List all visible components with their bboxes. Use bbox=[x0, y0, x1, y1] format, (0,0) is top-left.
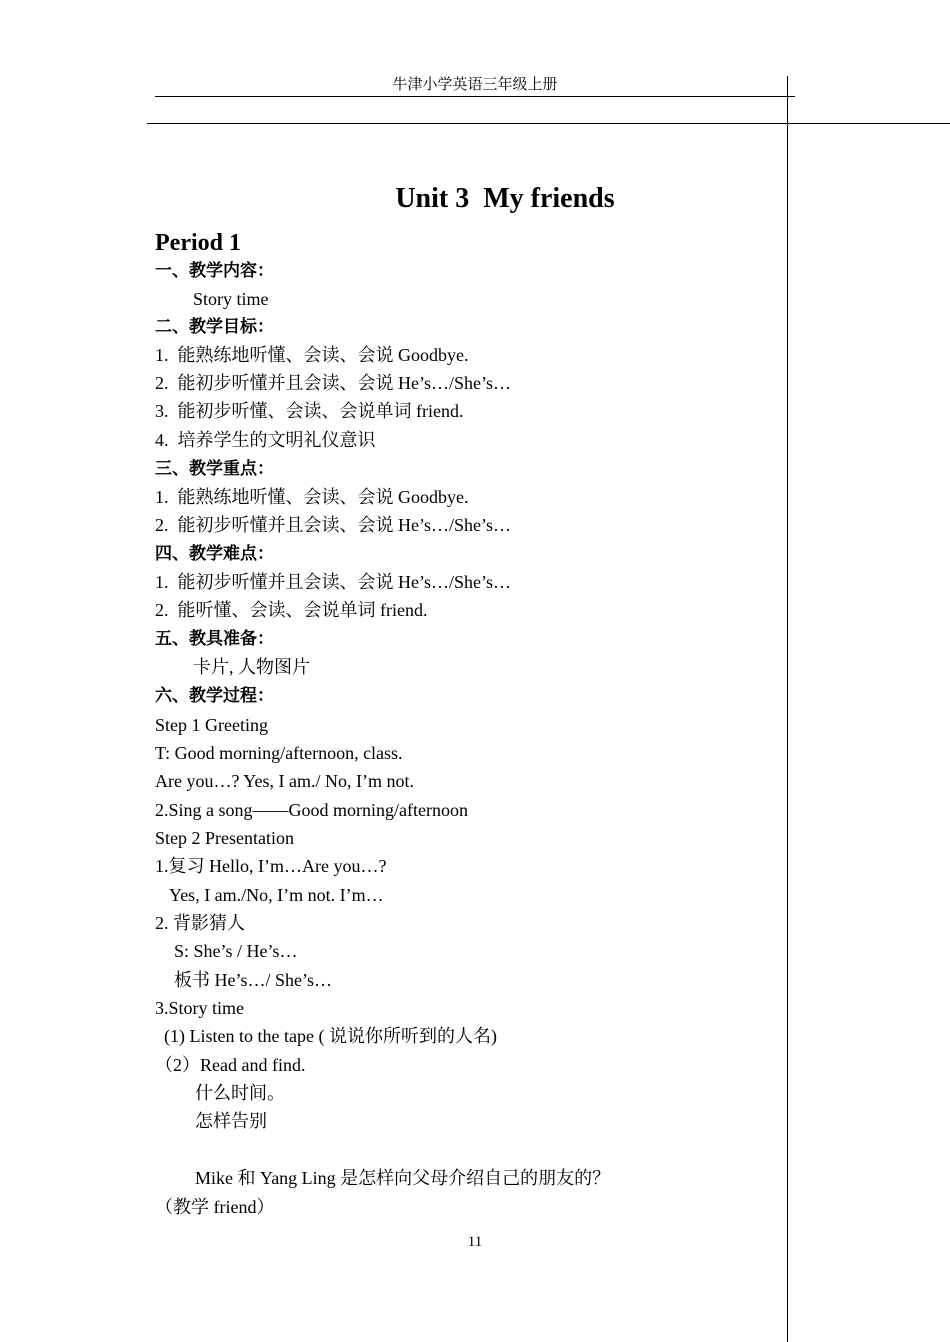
process-line: T: Good morning/afternoon, class. bbox=[155, 743, 403, 763]
process-line: Are you…? Yes, I am./ No, I’m not. bbox=[155, 771, 414, 791]
process-line: S: She’s / He’s… bbox=[174, 941, 298, 961]
section-heading-key-points: 三、教学重点： bbox=[155, 459, 274, 479]
content-text: Story time bbox=[193, 289, 269, 309]
objective-item: 3. 能初步听懂、会读、会说单词 friend. bbox=[155, 401, 464, 421]
process-line: 板书 He’s…/ She’s… bbox=[174, 970, 333, 990]
process-line: (1) Listen to the tape ( 说说你所听到的人名) bbox=[164, 1026, 497, 1046]
objective-item: 4. 培养学生的文明礼仪意识 bbox=[155, 430, 376, 450]
section-heading-content: 一、教学内容： bbox=[155, 261, 274, 281]
section-heading-materials: 五、教具准备： bbox=[155, 629, 274, 649]
difficulty-item: 1. 能初步听懂并且会读、会说 He’s…/She’s… bbox=[155, 572, 511, 592]
key-point-item: 2. 能初步听懂并且会读、会说 He’s…/She’s… bbox=[155, 515, 511, 535]
section-heading-objectives: 二、教学目标： bbox=[155, 317, 274, 337]
process-line: 2. 背影猜人 bbox=[155, 913, 245, 933]
objective-item: 1. 能熟练地听懂、会读、会说 Goodbye. bbox=[155, 345, 469, 365]
key-point-item: 1. 能熟练地听懂、会读、会说 Goodbye. bbox=[155, 487, 469, 507]
difficulty-item: 2. 能听懂、会读、会说单词 friend. bbox=[155, 600, 428, 620]
objective-item: 2. 能初步听懂并且会读、会说 He’s…/She’s… bbox=[155, 373, 511, 393]
process-line: 3.Story time bbox=[155, 998, 244, 1018]
page-number: 11 bbox=[467, 1234, 483, 1250]
process-line: Mike 和 Yang Ling 是怎样向父母介绍自己的朋友的？ bbox=[195, 1168, 611, 1188]
process-line: （教学 friend） bbox=[155, 1197, 275, 1217]
process-line: Step 1 Greeting bbox=[155, 715, 268, 735]
unit-title: Unit 3 My friends bbox=[395, 183, 615, 214]
process-line: （2）Read and find. bbox=[155, 1055, 306, 1075]
top-rule bbox=[147, 123, 950, 124]
process-line: 什么时间。 bbox=[195, 1083, 285, 1103]
header-rule bbox=[155, 96, 795, 97]
process-line: 2.Sing a song——Good morning/afternoon bbox=[155, 800, 468, 820]
process-line: Step 2 Presentation bbox=[155, 828, 294, 848]
period-heading: Period 1 bbox=[155, 230, 241, 256]
section-heading-process: 六、教学过程： bbox=[155, 686, 274, 706]
process-line: Yes, I am./No, I’m not. I’m… bbox=[169, 885, 384, 905]
process-line: 1.复习 Hello, I’m…Are you…? bbox=[155, 856, 387, 876]
right-margin-rule bbox=[787, 76, 788, 1342]
section-heading-difficulties: 四、教学难点： bbox=[155, 544, 274, 564]
process-line: 怎样告别 bbox=[195, 1111, 267, 1131]
page-header: 牛津小学英语三年级上册 bbox=[392, 77, 558, 93]
materials-text: 卡片, 人物图片 bbox=[193, 657, 310, 677]
